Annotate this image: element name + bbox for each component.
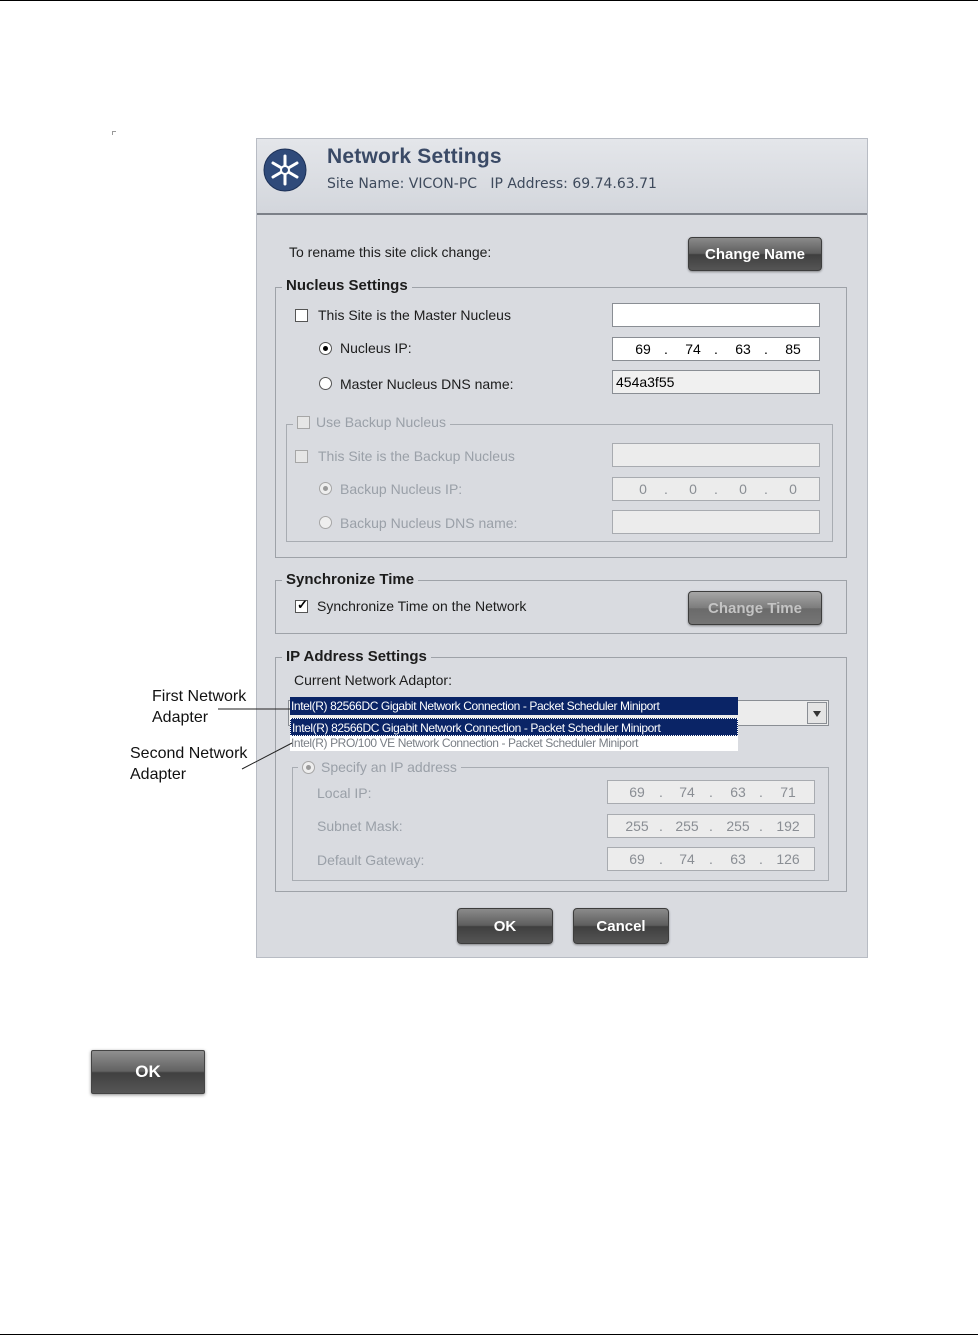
backup-ip-label: Backup Nucleus IP: [340, 481, 463, 497]
adapter-option-second[interactable]: Intel(R) PRO/100 VE Network Connection - Packet Scheduler Miniport [290, 736, 738, 751]
ip-octet: 255 [625, 818, 649, 834]
backup-site-label: This Site is the Backup Nucleus [318, 448, 515, 464]
adaptor-label: Current Network Adaptor: [294, 672, 452, 688]
sync-time-title: Synchronize Time [282, 571, 418, 588]
backup-dns-label: Backup Nucleus DNS name: [340, 515, 518, 531]
gateway-label: Default Gateway: [317, 852, 425, 868]
ip-octet: 69 [635, 341, 651, 357]
ip-octet: 69 [629, 784, 645, 800]
nucleus-ip-label: Nucleus IP: [340, 340, 412, 356]
backup-ip-input[interactable]: 0 . 0 . 0 . 0 [612, 477, 820, 501]
adapter-option-first[interactable]: Intel(R) 82566DC Gigabit Network Connection - Packet Scheduler Miniport [290, 718, 738, 736]
annotation-line: Adapter [152, 709, 209, 726]
specify-ip-label: Specify an IP address [321, 759, 457, 775]
ip-address-settings-title: IP Address Settings [282, 648, 431, 665]
ip-octet: 0 [789, 481, 797, 497]
change-time-button[interactable]: Change Time [688, 591, 822, 625]
second-adapter-leader [242, 743, 292, 769]
ip-octet: 71 [780, 784, 796, 800]
ip-octet: 74 [679, 851, 695, 867]
nucleus-settings-title: Nucleus Settings [282, 277, 412, 294]
ip-octet: 192 [776, 818, 800, 834]
change-name-button[interactable]: Change Name [688, 237, 822, 271]
ip-octet: 0 [639, 481, 647, 497]
ip-octet: 255 [675, 818, 699, 834]
ip-octet: 63 [735, 341, 751, 357]
ok-button[interactable]: OK [457, 908, 553, 944]
ip-octet: 74 [679, 784, 695, 800]
local-ip-label: Local IP: [317, 785, 372, 801]
local-ip-input[interactable]: 69 . 74 . 63 . 71 [607, 780, 815, 804]
ip-octet: 69 [629, 851, 645, 867]
cancel-button[interactable]: Cancel [573, 908, 669, 944]
gateway-input[interactable]: 69 . 74 . 63 . 126 [607, 847, 815, 871]
adapter-option-selected[interactable]: Intel(R) 82566DC Gigabit Network Connection - Packet Scheduler Miniport [290, 697, 738, 715]
dialog-subtitle: Site Name: VICON-PC IP Address: 69.74.63.71 [327, 176, 657, 192]
annotation-line: Second Network [130, 745, 248, 762]
ip-octet: 0 [739, 481, 747, 497]
ip-octet: 74 [685, 341, 701, 357]
dialog-title: Network Settings [327, 145, 502, 168]
ip-octet: 0 [689, 481, 697, 497]
subnet-label: Subnet Mask: [317, 818, 403, 834]
nucleus-ip-input[interactable]: 69 . 74 . 63 . 85 [612, 337, 820, 361]
ip-octet: 126 [776, 851, 800, 867]
master-dns-label: Master Nucleus DNS name: [340, 376, 514, 392]
annotation-line: Adapter [130, 766, 187, 783]
ip-octet: 85 [785, 341, 801, 357]
checkmark-icon: ✓ [297, 597, 308, 612]
annotation-line: First Network [152, 688, 247, 705]
master-nucleus-label: This Site is the Master Nucleus [318, 307, 511, 323]
master-dns-input[interactable]: 454a3f55 [612, 370, 820, 394]
ip-octet: 255 [726, 818, 750, 834]
ip-octet: 63 [730, 851, 746, 867]
ip-octet: 63 [730, 784, 746, 800]
page-bottom-rule [0, 1334, 978, 1335]
rename-prompt: To rename this site click change: [289, 244, 492, 260]
standalone-ok-button[interactable]: OK [91, 1050, 205, 1094]
subnet-input[interactable]: 255 . 255 . 255 . 192 [607, 814, 815, 838]
use-backup-label: Use Backup Nucleus [316, 414, 446, 430]
sync-time-label: Synchronize Time on the Network [317, 598, 527, 614]
